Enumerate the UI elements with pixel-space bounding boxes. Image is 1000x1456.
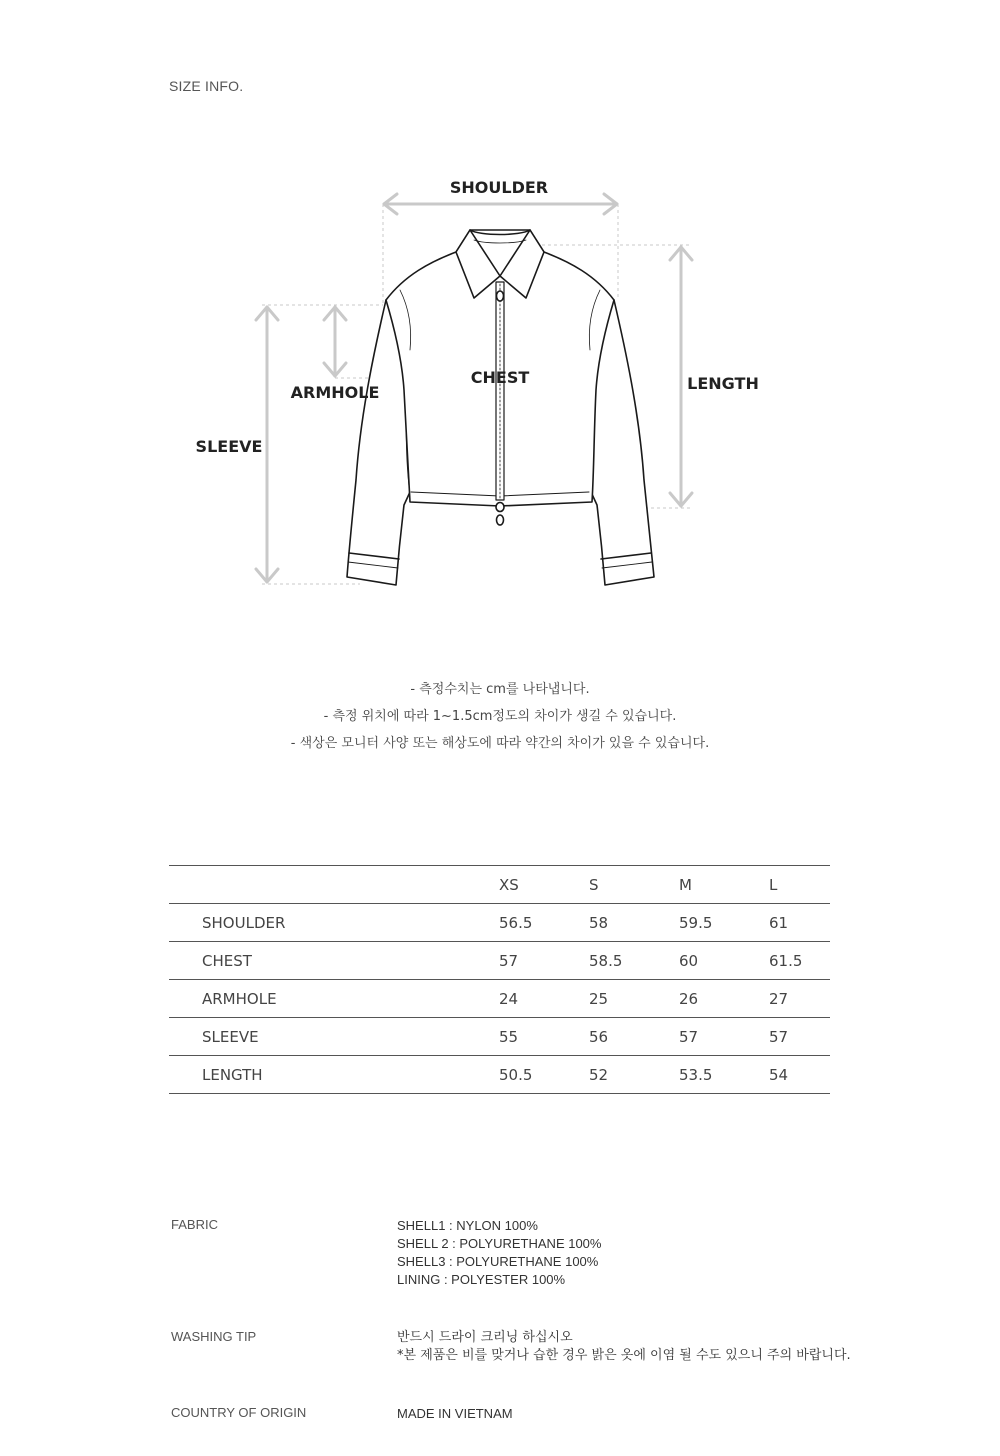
- table-cell: 57: [499, 942, 589, 980]
- column-header: [169, 866, 499, 904]
- table-cell: 57: [769, 1018, 830, 1056]
- table-cell: 27: [769, 980, 830, 1018]
- shoulder-arrow: [384, 194, 617, 214]
- table-row: [169, 980, 830, 1018]
- table-cell: 53.5: [679, 1056, 769, 1094]
- table-cell: 54: [769, 1056, 830, 1094]
- washing-label: WASHING TIP: [171, 1329, 257, 1344]
- sleeve-label: SLEEVE: [195, 437, 263, 456]
- table-cell: 26: [679, 980, 769, 1018]
- table-cell: 58: [589, 904, 679, 942]
- length-label: LENGTH: [687, 374, 759, 393]
- table-row: [169, 942, 830, 980]
- table-cell: 55: [499, 1018, 589, 1056]
- size-diagram: [0, 0, 1000, 640]
- fabric-line: SHELL 2 : POLYURETHANE 100%: [397, 1236, 602, 1251]
- row-label: ARMHOLE: [169, 980, 499, 1018]
- table-header-row: [169, 866, 830, 904]
- note-line: - 측정수치는 cm를 나타냅니다.: [410, 682, 590, 697]
- washing-line: *본 제품은 비를 맞거나 습한 경우 밝은 옷에 이염 될 수도 있으니 주의 바랍니다.: [397, 1348, 851, 1363]
- row-label: SLEEVE: [169, 1018, 499, 1056]
- fabric-value: [397, 1217, 997, 1289]
- page-title: SIZE INFO.: [169, 78, 244, 94]
- table-cell: 24: [499, 980, 589, 1018]
- note-line: - 색상은 모니터 사양 또는 해상도에 따라 약간의 차이가 있을 수 있습니다.: [290, 736, 710, 751]
- armhole-label: ARMHOLE: [290, 383, 380, 402]
- jacket-illustration: [347, 230, 654, 585]
- row-label: CHEST: [169, 942, 499, 980]
- washing-value: [397, 1329, 997, 1365]
- origin-line: MADE IN VIETNAM: [397, 1406, 513, 1421]
- table-cell: 56.5: [499, 904, 589, 942]
- measurement-notes: [0, 680, 1000, 761]
- table-cell: 61: [769, 904, 830, 942]
- table-cell: 61.5: [769, 942, 830, 980]
- row-label: SHOULDER: [169, 904, 499, 942]
- note-line: - 측정 위치에 따라 1~1.5cm정도의 차이가 생길 수 있습니다.: [323, 709, 677, 724]
- table-cell: 57: [679, 1018, 769, 1056]
- table-row: [169, 1056, 830, 1094]
- fabric-line: SHELL1 : NYLON 100%: [397, 1218, 538, 1233]
- fabric-line: LINING : POLYESTER 100%: [397, 1272, 566, 1287]
- table-cell: 56: [589, 1018, 679, 1056]
- fabric-label: FABRIC: [171, 1217, 218, 1232]
- row-label: LENGTH: [169, 1056, 499, 1094]
- washing-line: 반드시 드라이 크리닝 하십시오: [397, 1330, 573, 1345]
- table-cell: 25: [589, 980, 679, 1018]
- table-cell: 59.5: [679, 904, 769, 942]
- table-cell: 58.5: [589, 942, 679, 980]
- table-cell: 50.5: [499, 1056, 589, 1094]
- table-cell: 52: [589, 1056, 679, 1094]
- chest-label: CHEST: [470, 368, 530, 387]
- table-row: [169, 904, 830, 942]
- table-cell: 60: [679, 942, 769, 980]
- size-table: [169, 865, 830, 1094]
- origin-value: [397, 1405, 997, 1423]
- armhole-arrow: [324, 307, 346, 376]
- origin-label: COUNTRY OF ORIGIN: [171, 1405, 307, 1420]
- fabric-line: SHELL3 : POLYURETHANE 100%: [397, 1254, 599, 1269]
- column-header: M: [679, 866, 769, 904]
- table-row: [169, 1018, 830, 1056]
- column-header: L: [769, 866, 830, 904]
- shoulder-label: SHOULDER: [449, 178, 549, 197]
- column-header: XS: [499, 866, 589, 904]
- column-header: S: [589, 866, 679, 904]
